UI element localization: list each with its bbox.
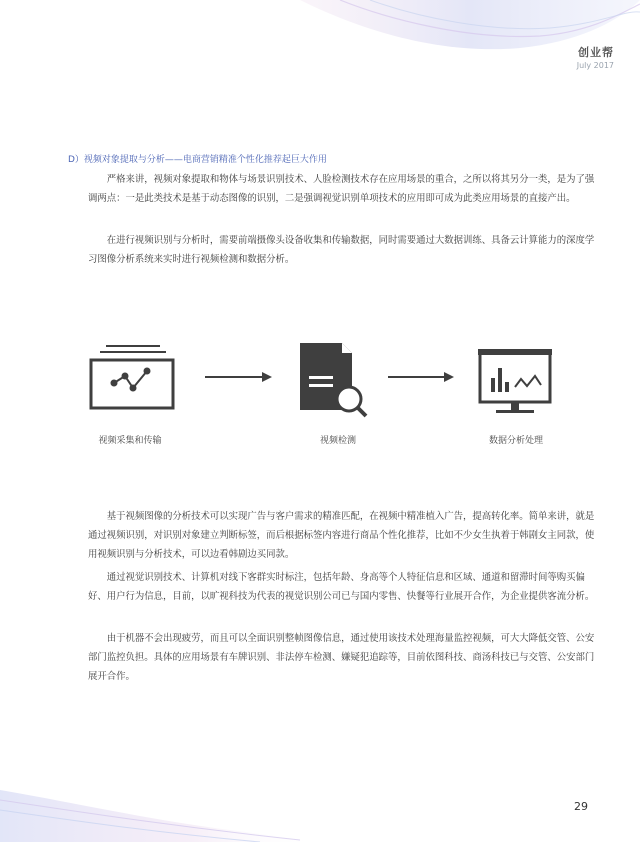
diagram-label-analysis: 数据分析处理 xyxy=(488,436,544,446)
paragraph-4: 通过视觉识别技术、计算机对线下客群实时标注，包括年龄、身高等个人特征信息和区域、通道和留滞时间等购买偏好、用户行为信息，目前，以旷视科技为代表的视觉识别公司已与国内零售、快餐等行业展开合作，为企业提供客流分析。 xyxy=(88,572,595,602)
monitor-chart-icon xyxy=(478,349,552,413)
brand-date: July 2017 xyxy=(576,61,614,70)
brand-name: 创业帮 xyxy=(578,46,614,59)
paragraph-3: 基于视频图像的分析技术可以实现广告与客户需求的精准匹配，在视频中精准植入广告，提高转化率。简单来讲，就是通过视频识别，对识别对象建立判断标签，而后根据标签内容进行商品个性化推荐，比如不少女生执着于韩剧女主同款，使用视频识别与分析技术，可以边看韩剧边买同款。 xyxy=(88,511,595,560)
paragraph-1: 严格来讲，视频对象提取和物体与场景识别技术、人脸检测技术存在应用场景的重合，之所以将其另分一类，是为了强调两点：一是此类技术是基于动态图像的识别，二是强调视觉识别单项技术的应用即可成为此类应用场景的直接产出。 xyxy=(88,174,595,204)
paragraph-5: 由于机器不会出现疲劳，而且可以全面识别整帧图像信息，通过使用该技术处理海量监控视频，可大大降低交管、公安部门监控负担。具体的应用场景有车牌识别、非法停车检测、嫌疑犯追踪等，目前依图科技、商汤科技已与交管、公安部门展开合作。 xyxy=(88,633,595,682)
page-number: 29 xyxy=(574,800,588,813)
video-capture-icon xyxy=(91,346,173,408)
document-search-icon xyxy=(300,343,366,416)
section-heading: D）视频对象提取与分析——电商营销精准个性化推荐起巨大作用 xyxy=(68,155,327,165)
decorative-swoosh-bottom xyxy=(0,760,320,842)
paragraph-2: 在进行视频识别与分析时，需要前端摄像头设备收集和传输数据，同时需要通过大数据训练、具备云计算能力的深度学习图像分析系统来实时进行视频检测和数据分析。 xyxy=(88,235,595,265)
arrow-right-icon xyxy=(388,372,454,382)
arrow-right-icon xyxy=(205,372,272,382)
diagram-label-detection: 视频检测 xyxy=(319,436,357,446)
brand-block xyxy=(577,44,614,70)
diagram-label-capture: 视频采集和传输 xyxy=(98,436,162,446)
